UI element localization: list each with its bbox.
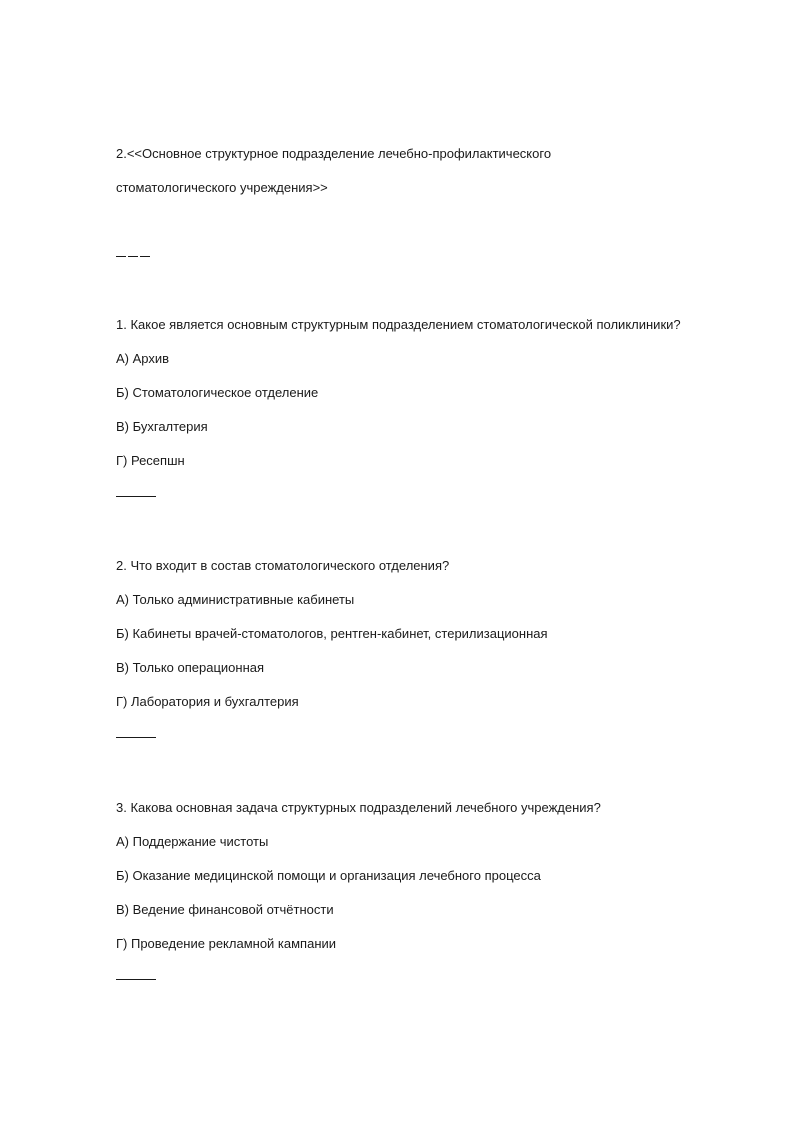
question-1-option-d: Г) Ресепшн bbox=[116, 453, 185, 468]
question-2-option-a: А) Только административные кабинеты bbox=[116, 592, 355, 607]
document-title-line-1: 2.<<Основное структурное подразделение лечебно-профилактического bbox=[116, 146, 552, 161]
question-3-option-b: Б) Оказание медицинской помощи и организация лечебного процесса bbox=[116, 868, 541, 883]
question-2-option-c: В) Только операционная bbox=[116, 660, 265, 675]
separator-dash bbox=[116, 256, 126, 257]
separator-dash bbox=[140, 256, 150, 257]
question-2-text: 2. Что входит в состав стоматологического отделения? bbox=[116, 558, 450, 573]
separator-dash bbox=[128, 256, 138, 257]
question-2-option-b: Б) Кабинеты врачей-стоматологов, рентген-кабинет, стерилизационная bbox=[116, 626, 548, 641]
question-3-option-a: А) Поддержание чистоты bbox=[116, 834, 269, 849]
question-1-separator bbox=[116, 496, 156, 497]
question-3-text: 3. Какова основная задача структурных подразделений лечебного учреждения? bbox=[116, 800, 601, 815]
question-3-option-c: В) Ведение финансовой отчётности bbox=[116, 902, 334, 917]
question-3-option-d: Г) Проведение рекламной кампании bbox=[116, 936, 337, 951]
question-3-separator bbox=[116, 979, 156, 980]
question-2-separator bbox=[116, 737, 156, 738]
document-title-line-2: стоматологического учреждения>> bbox=[116, 180, 328, 195]
question-1-option-a: А) Архив bbox=[116, 351, 170, 366]
question-1-option-b: Б) Стоматологическое отделение bbox=[116, 385, 319, 400]
question-1-text: 1. Какое является основным структурным подразделением стоматологической поликлиники? bbox=[116, 317, 681, 332]
question-2-option-d: Г) Лаборатория и бухгалтерия bbox=[116, 694, 299, 709]
title-separator bbox=[116, 256, 150, 257]
question-1-option-c: В) Бухгалтерия bbox=[116, 419, 208, 434]
